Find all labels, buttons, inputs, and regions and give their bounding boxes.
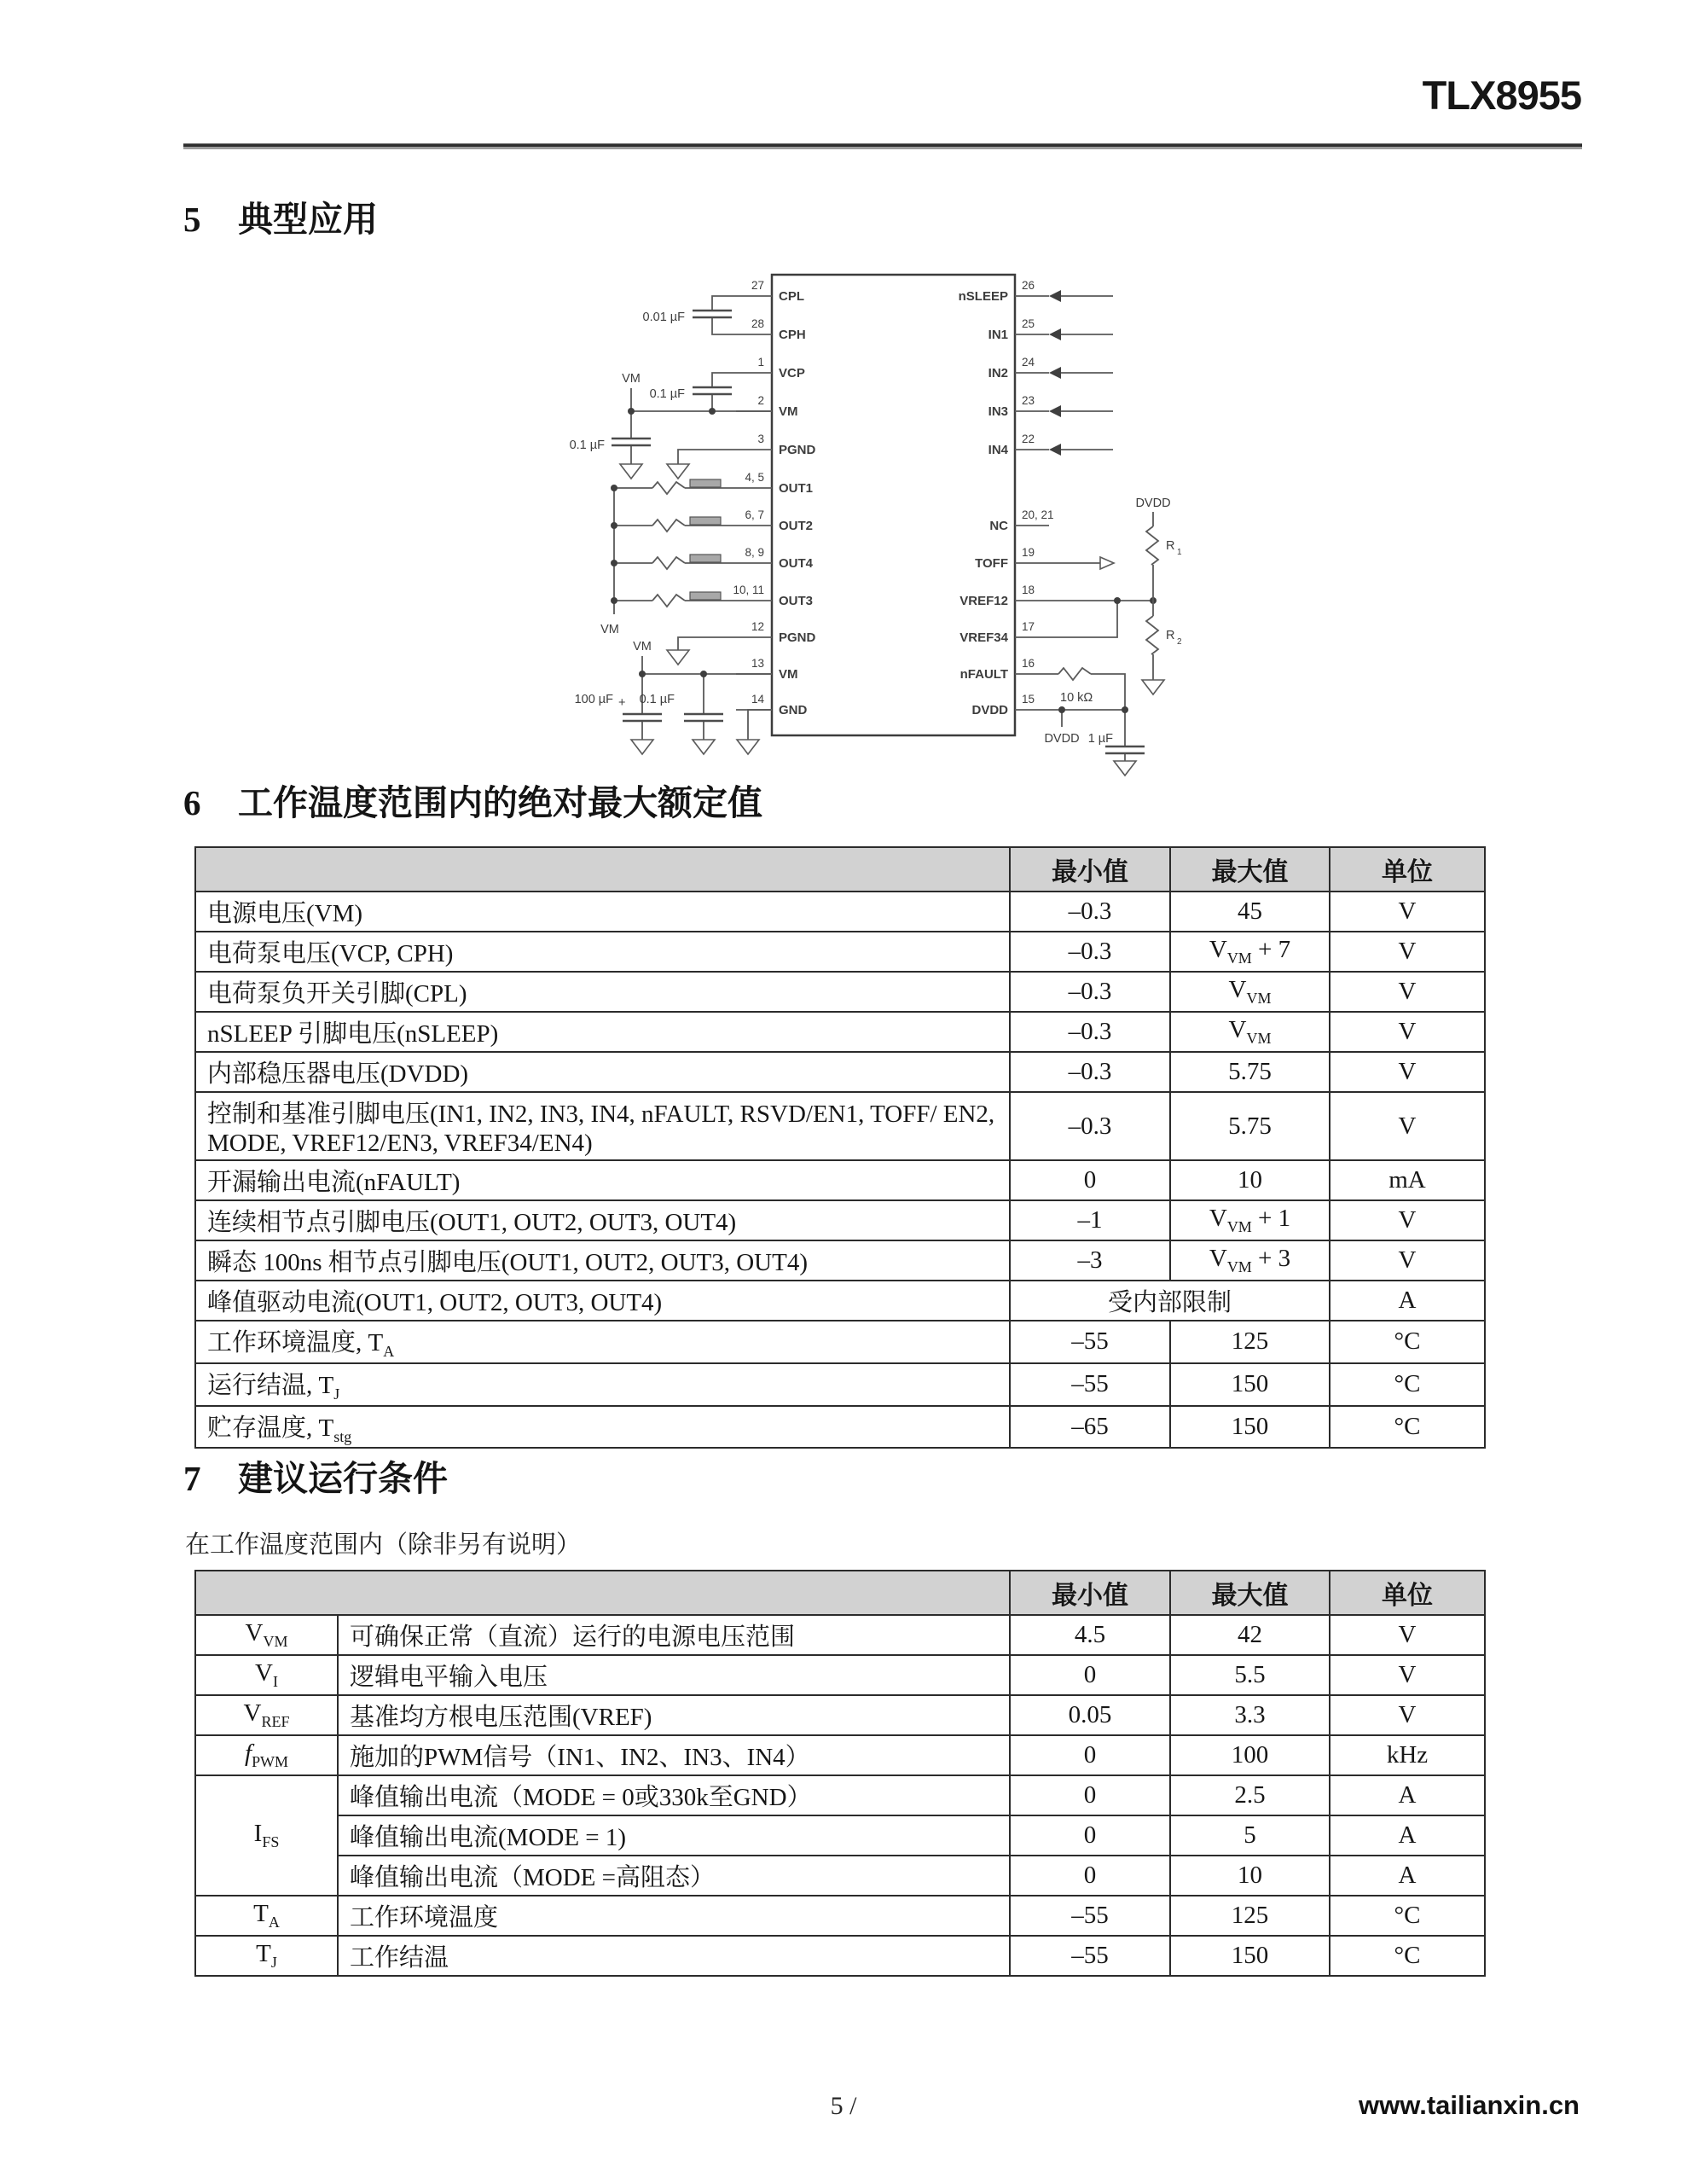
min-cell: –0.3 [1010, 1012, 1170, 1052]
max-cell: 5.75 [1170, 1092, 1330, 1160]
unit-cell: V [1330, 972, 1485, 1012]
pin-name: IN3 [988, 404, 1008, 419]
table-row [195, 1160, 1485, 1200]
min-cell: 4.5 [1010, 1615, 1170, 1655]
param-cell: 电荷泵负开关引脚(CPL) [195, 972, 1010, 1012]
pin-name: VM [779, 667, 798, 682]
pin-name: TOFF [975, 556, 1008, 571]
param-cell: 峰值驱动电流(OUT1, OUT2, OUT3, OUT4) [195, 1281, 1010, 1321]
pin-number: 16 [1022, 657, 1035, 670]
website-link[interactable]: www.tailianxin.cn [1359, 2090, 1580, 2120]
table-row [195, 1406, 1485, 1449]
schematic-svg [550, 249, 1245, 787]
max-cell: 5.75 [1170, 1052, 1330, 1092]
param-cell: 峰值输出电流（MODE =高阻态） [338, 1856, 1010, 1896]
symbol-cell: $f_{PWM}$ [195, 1735, 338, 1775]
left-pin-stubs [736, 296, 772, 710]
ground-symbol [667, 650, 689, 665]
r2-sub: 2 [1177, 637, 1182, 647]
pin-name: OUT1 [779, 481, 814, 496]
max-cell: 5 [1170, 1815, 1330, 1856]
typical-application-schematic [550, 249, 1245, 787]
pin-name: PGND [779, 630, 816, 645]
motor-winding-out1 [614, 479, 736, 494]
min-header: 最小值 [1010, 1571, 1170, 1615]
table-row [195, 972, 1485, 1012]
max-cell: $V_{VM} + 7$ [1170, 932, 1330, 972]
unit-cell: V [1330, 892, 1485, 932]
dvdd-net-label: DVDD [1135, 497, 1171, 510]
unit-cell: A [1330, 1856, 1485, 1896]
r1-sub: 1 [1177, 548, 1182, 557]
symbol-cell: $I_{FS}$ [195, 1775, 338, 1896]
pin-number: 19 [1022, 546, 1035, 559]
ground-symbol [667, 464, 689, 479]
param-cell: 峰值输出电流（MODE = 0或330k至GND） [338, 1775, 1010, 1815]
page-number: 5 / [830, 2092, 857, 2120]
pin-number: 22 [1022, 433, 1035, 445]
pin-number: 28 [751, 317, 764, 330]
ground-symbol [620, 464, 642, 479]
pin-number: 26 [1022, 279, 1035, 292]
param-header [195, 847, 1010, 892]
recommended-conditions-table [194, 1570, 1486, 1977]
unit-cell: V [1330, 1012, 1485, 1052]
doc-title: TLX8955 [1422, 73, 1581, 118]
ground-symbol [631, 740, 653, 754]
unit-cell: V [1330, 1615, 1485, 1655]
out-vm-bus [600, 485, 619, 636]
param-cell: 连续相节点引脚电压(OUT1, OUT2, OUT3, OUT4) [195, 1200, 1010, 1240]
min-cell: –55 [1010, 1363, 1170, 1406]
pin-number: 25 [1022, 317, 1035, 330]
min-cell: 0 [1010, 1735, 1170, 1775]
symbol-cell: $V_I$ [195, 1655, 338, 1695]
motor-winding-out3 [614, 592, 736, 607]
table-row [195, 1240, 1485, 1281]
vref-divider-circuit [1049, 497, 1182, 694]
pin-number: 6, 7 [745, 508, 764, 521]
max-header: 最大值 [1170, 847, 1330, 892]
min-cell: –55 [1010, 1896, 1170, 1936]
min-cell: 0 [1010, 1775, 1170, 1815]
cap-bulk-label: 100 µF [574, 693, 613, 706]
motor-winding-out2 [614, 517, 736, 531]
min-cell: 0 [1010, 1856, 1170, 1896]
section5-number: 5 [183, 200, 201, 239]
nfault-pullup-circuit [1049, 668, 1125, 710]
unit-cell: mA [1330, 1160, 1485, 1200]
ground-symbol [1142, 680, 1164, 694]
section7-number: 7 [183, 1459, 201, 1498]
param-cell: 峰值输出电流(MODE = 1) [338, 1815, 1010, 1856]
param-cell: 施加的PWM信号（IN1、IN2、IN3、IN4） [338, 1735, 1010, 1775]
cap-bulk-plus: + [618, 696, 626, 710]
charge-pump-cap-circuit [643, 296, 736, 334]
toff-output-arrow [1049, 557, 1114, 569]
min-cell: –0.3 [1010, 1052, 1170, 1092]
pin-name: OUT2 [779, 519, 814, 533]
span-cell: 受内部限制 [1010, 1281, 1330, 1321]
table-row [195, 1200, 1485, 1240]
max-cell: $V_{VM}$ [1170, 972, 1330, 1012]
cap-vcp-label: 0.1 µF [649, 387, 685, 401]
param-cell: 贮存温度, $T_{stg}$ [195, 1406, 1010, 1449]
pin-number: 3 [757, 433, 764, 445]
unit-cell: V [1330, 1092, 1485, 1160]
pgnd-lower-circuit [667, 637, 736, 665]
pin-name: nFAULT [959, 667, 1008, 682]
table-row [195, 1936, 1485, 1976]
table-row [195, 1363, 1485, 1406]
vcp-cap-circuit [650, 373, 736, 411]
min-cell: 0 [1010, 1160, 1170, 1200]
pin-number: 10, 11 [733, 584, 764, 596]
symbol-cell: $T_J$ [195, 1936, 338, 1976]
max-cell: 3.3 [1170, 1695, 1330, 1735]
min-cell: –55 [1010, 1321, 1170, 1363]
pin-number: 27 [751, 279, 764, 292]
pin-number: 1 [757, 356, 764, 369]
max-cell: 10 [1170, 1856, 1330, 1896]
pin-number: 4, 5 [745, 471, 764, 484]
min-cell: –0.3 [1010, 1092, 1170, 1160]
min-cell: –0.3 [1010, 932, 1170, 972]
table-row [195, 1735, 1485, 1775]
min-cell: 0 [1010, 1655, 1170, 1695]
symbol-cell: $V_{VM}$ [195, 1615, 338, 1655]
param-cell: nSLEEP 引脚电压(nSLEEP) [195, 1012, 1010, 1052]
pin-name: CPL [779, 289, 804, 304]
min-cell: –65 [1010, 1406, 1170, 1449]
pin-number: 15 [1022, 693, 1035, 706]
table-row [195, 1012, 1485, 1052]
table-row [195, 1815, 1485, 1856]
max-cell: 42 [1170, 1615, 1330, 1655]
unit-cell: V [1330, 1052, 1485, 1092]
param-cell: 运行结温, $T_J$ [195, 1363, 1010, 1406]
pin-name: DVDD [971, 703, 1008, 717]
param-cell: 开漏输出电流(nFAULT) [195, 1160, 1010, 1200]
param-cell: 电荷泵电压(VCP, CPH) [195, 932, 1010, 972]
vm-supply-decoupling [575, 640, 772, 754]
unit-cell: °C [1330, 1896, 1485, 1936]
param-cell: 工作环境温度, $T_A$ [195, 1321, 1010, 1363]
max-cell: 150 [1170, 1363, 1330, 1406]
section7-note: 在工作温度范围内（除非另有说明） [185, 1531, 582, 1559]
pin-name: VCP [779, 366, 805, 380]
unit-cell: °C [1330, 1936, 1485, 1976]
pin-name: VREF12 [959, 594, 1008, 608]
min-cell: 0.05 [1010, 1695, 1170, 1735]
table-row [195, 1615, 1485, 1655]
max-cell: 45 [1170, 892, 1330, 932]
table-header-row [195, 847, 1485, 892]
pin-number: 20, 21 [1022, 508, 1054, 521]
unit-cell: V [1330, 1240, 1485, 1281]
max-cell: 2.5 [1170, 1775, 1330, 1815]
symbol-cell: $V_{REF}$ [195, 1695, 338, 1735]
unit-header: 单位 [1330, 847, 1485, 892]
max-cell: 5.5 [1170, 1655, 1330, 1695]
unit-cell: °C [1330, 1363, 1485, 1406]
input-signal-arrows [1049, 290, 1113, 456]
vm-lower-label: VM [633, 640, 652, 653]
pin-number: 2 [757, 394, 764, 407]
min-cell: –1 [1010, 1200, 1170, 1240]
table-row [195, 1281, 1485, 1321]
pin-number: 13 [751, 657, 764, 670]
table-header-row [195, 1571, 1485, 1615]
pin-number: 8, 9 [745, 546, 764, 559]
param-cell: 工作结温 [338, 1936, 1010, 1976]
param-cell: 工作环境温度 [338, 1896, 1010, 1936]
table-row [195, 1896, 1485, 1936]
ground-symbol [737, 740, 759, 754]
ground-symbol [693, 740, 715, 754]
section7-title: 建议运行条件 [238, 1459, 448, 1498]
max-cell: $V_{VM} + 3$ [1170, 1240, 1330, 1281]
r1-label: R [1166, 539, 1175, 553]
pgnd-upper-circuit [667, 450, 736, 479]
pin-name: OUT3 [779, 594, 814, 608]
param-header [195, 1571, 1010, 1615]
cap-dvdd-label: 1 µF [1087, 732, 1113, 746]
section5-heading [183, 191, 378, 241]
pin-name: nSLEEP [958, 289, 1008, 304]
motor-winding-out4 [614, 555, 736, 569]
pin-name: CPH [779, 328, 806, 342]
min-cell: –0.3 [1010, 972, 1170, 1012]
ic-body [772, 275, 1015, 735]
unit-cell: °C [1330, 1406, 1485, 1449]
pin-number: 23 [1022, 394, 1035, 407]
abs-max-ratings-table [194, 846, 1486, 1449]
symbol-cell: $T_A$ [195, 1896, 338, 1936]
section5-title: 典型应用 [238, 200, 378, 239]
max-cell: 10 [1170, 1160, 1330, 1200]
cap-vm-low-label: 0.1 µF [639, 693, 675, 706]
dvdd-pin-circuit [1044, 706, 1145, 775]
pin-name: PGND [779, 443, 816, 457]
unit-cell: A [1330, 1775, 1485, 1815]
dvdd-pin-label: DVDD [1044, 732, 1080, 746]
pin-number: 24 [1022, 356, 1035, 369]
table-row [195, 1655, 1485, 1695]
table-row [195, 932, 1485, 972]
pin-name: IN1 [988, 328, 1008, 342]
max-header: 最大值 [1170, 1571, 1330, 1615]
param-cell: 逻辑电平输入电压 [338, 1655, 1010, 1695]
min-cell: –55 [1010, 1936, 1170, 1976]
min-cell: –0.3 [1010, 892, 1170, 932]
pin-number: 12 [751, 620, 764, 633]
param-cell: 瞬态 100ns 相节点引脚电压(OUT1, OUT2, OUT3, OUT4) [195, 1240, 1010, 1281]
max-cell: 125 [1170, 1321, 1330, 1363]
pin-name: GND [779, 703, 808, 717]
table-row [195, 892, 1485, 932]
unit-cell: °C [1330, 1321, 1485, 1363]
unit-cell: A [1330, 1281, 1485, 1321]
max-cell: 100 [1170, 1735, 1330, 1775]
min-cell: –3 [1010, 1240, 1170, 1281]
min-cell: 0 [1010, 1815, 1170, 1856]
table-row [195, 1052, 1485, 1092]
unit-cell: V [1330, 1200, 1485, 1240]
header-rule [183, 143, 1582, 149]
res-fault-label: 10 kΩ [1060, 691, 1093, 705]
min-header: 最小值 [1010, 847, 1170, 892]
cap-vm-rail-label: 0.1 µF [569, 439, 605, 452]
unit-cell: V [1330, 1695, 1485, 1735]
max-cell: $V_{VM}$ [1170, 1012, 1330, 1052]
cap-cpl-label: 0.01 µF [642, 311, 685, 324]
table-row [195, 1775, 1485, 1815]
table-row [195, 1856, 1485, 1896]
table-row [195, 1695, 1485, 1735]
param-cell: 控制和基准引脚电压(IN1, IN2, IN3, IN4, nFAULT, RSVD/EN1, TOFF/ EN2, MODE, VREF12/EN3, VREF34/EN4) [195, 1092, 1010, 1160]
unit-cell: V [1330, 1655, 1485, 1695]
param-cell: 内部稳压器电压(DVDD) [195, 1052, 1010, 1092]
pin-number: 17 [1022, 620, 1035, 633]
pin-name: NC [989, 519, 1008, 533]
unit-cell: kHz [1330, 1735, 1485, 1775]
unit-cell: A [1330, 1815, 1485, 1856]
param-cell: 基准均方根电压范围(VREF) [338, 1695, 1010, 1735]
section6-title: 工作温度范围内的绝对最大额定值 [238, 783, 762, 822]
max-cell: $V_{VM} + 1$ [1170, 1200, 1330, 1240]
pin-name: IN2 [988, 366, 1008, 380]
pin-name: OUT4 [779, 556, 814, 571]
max-cell: 150 [1170, 1936, 1330, 1976]
unit-header: 单位 [1330, 1571, 1485, 1615]
section7-heading [183, 1450, 448, 1501]
pin-number: 18 [1022, 584, 1035, 596]
vm-bus-label: VM [600, 623, 619, 636]
unit-cell: V [1330, 932, 1485, 972]
vm-net-label: VM [622, 372, 641, 386]
table-row [195, 1321, 1485, 1363]
max-cell: 125 [1170, 1896, 1330, 1936]
pin-name: VM [779, 404, 798, 419]
section6-heading [183, 775, 762, 825]
section6-number: 6 [183, 783, 201, 822]
pin-number: 14 [751, 693, 764, 706]
table-row [195, 1092, 1485, 1160]
pin-name: VREF34 [959, 630, 1008, 645]
param-cell: 电源电压(VM) [195, 892, 1010, 932]
ground-symbol [1114, 761, 1136, 775]
r2-label: R [1166, 629, 1175, 642]
max-cell: 150 [1170, 1406, 1330, 1449]
param-cell: 可确保正常（直流）运行的电源电压范围 [338, 1615, 1010, 1655]
pin-name: IN4 [988, 443, 1008, 457]
